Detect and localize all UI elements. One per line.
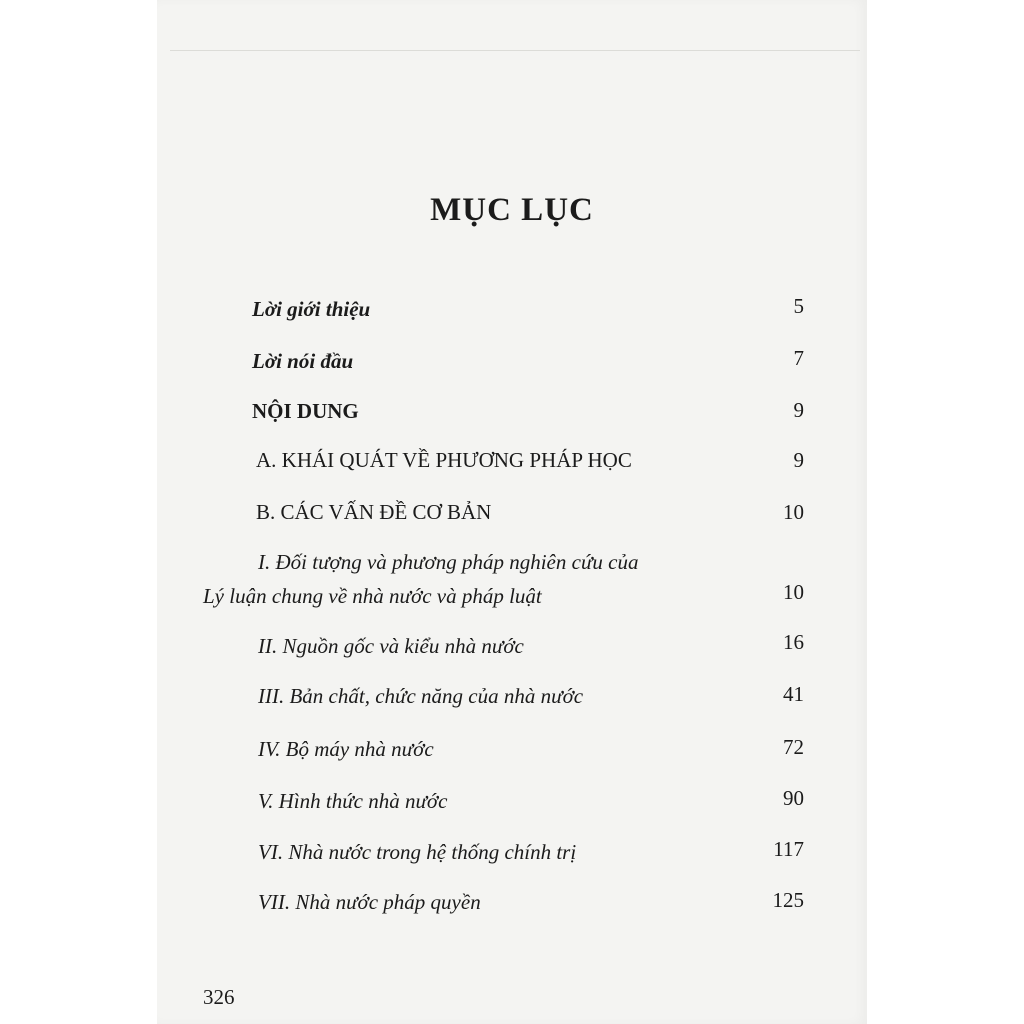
toc-page-number: 9: [793, 398, 804, 422]
toc-page-number: 117: [773, 837, 804, 861]
toc-entry-loi-noi-dau: Lời nói đầu: [252, 349, 354, 373]
toc-entry-i: I. Đối tượng và phương pháp nghiên cứu của: [258, 550, 639, 574]
toc-entry-b: B. CÁC VẤN ĐỀ CƠ BẢN: [256, 500, 492, 524]
toc-entry-loi-gioi-thieu: Lời giới thiệu: [252, 297, 371, 321]
toc-entry-vi: VI. Nhà nước trong hệ thống chính trị: [258, 840, 577, 864]
toc-entry-i-continued: Lý luận chung về nhà nước và pháp luật: [203, 584, 542, 608]
toc-page-number: 10: [783, 580, 804, 604]
toc-entry-noi-dung: NỘI DUNG: [252, 399, 359, 423]
toc-entry-iv: IV. Bộ máy nhà nước: [258, 737, 434, 761]
toc-page-number: 10: [783, 500, 804, 524]
toc-page-number: 5: [793, 294, 804, 318]
toc-page-number: 7: [793, 346, 804, 370]
toc-page-number: 41: [783, 682, 804, 706]
toc-page-number: 90: [783, 786, 804, 810]
toc-page-number: 72: [783, 735, 804, 759]
page-title: MỤC LỤC: [430, 192, 594, 228]
toc-entry-ii: II. Nguồn gốc và kiểu nhà nước: [258, 634, 524, 658]
toc-page-number: 9: [793, 448, 804, 472]
toc-entry-v: V. Hình thức nhà nước: [258, 789, 448, 813]
toc-page-number: 125: [772, 888, 804, 912]
toc-page-number: 16: [783, 630, 804, 654]
page-number: 326: [203, 985, 235, 1009]
toc-entry-iii: III. Bản chất, chức năng của nhà nước: [258, 684, 584, 708]
toc-entry-a: A. KHÁI QUÁT VỀ PHƯƠNG PHÁP HỌC: [256, 448, 632, 472]
toc-entry-vii: VII. Nhà nước pháp quyền: [258, 890, 481, 914]
